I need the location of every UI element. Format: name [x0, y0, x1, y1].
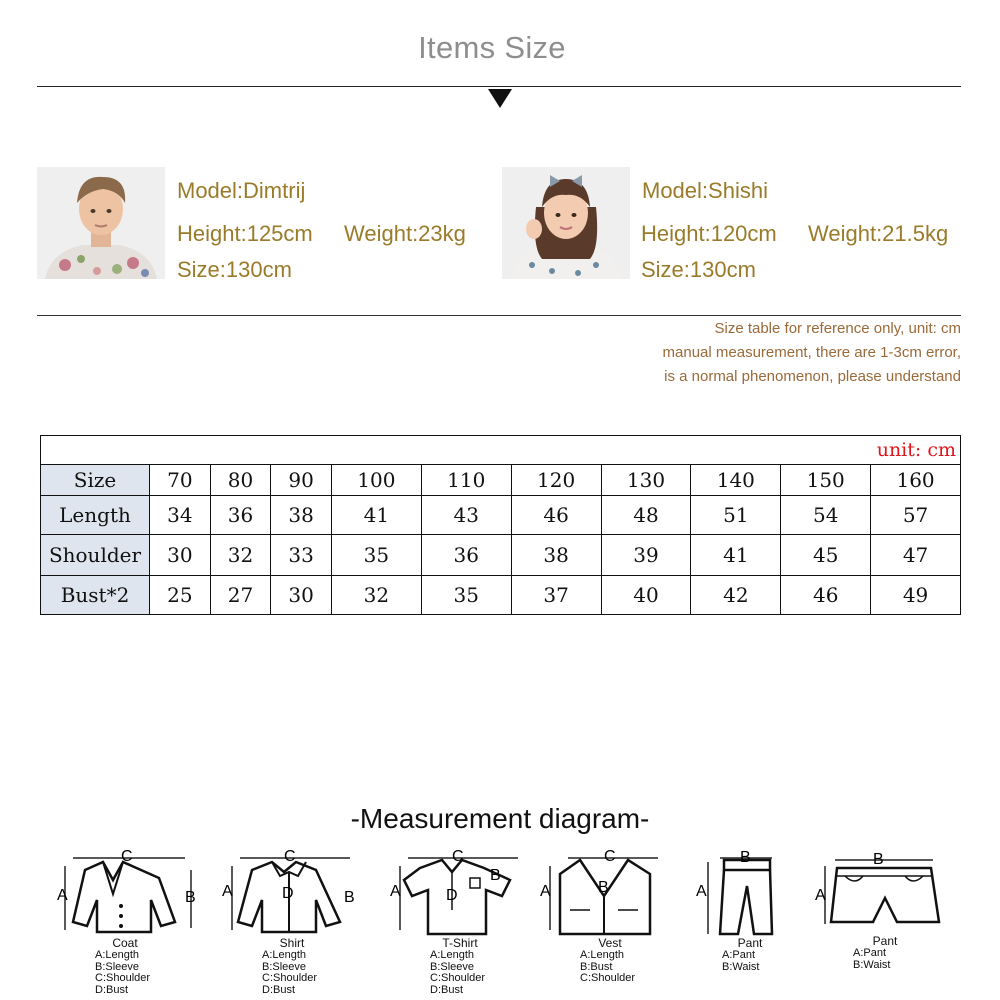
dimension-letter: B [185, 889, 196, 906]
table-cell: 32 [331, 576, 421, 615]
table-cell: 46 [781, 576, 871, 615]
garment-legend [853, 948, 891, 971]
triangle-down-icon [488, 89, 512, 108]
table-cell: 38 [511, 535, 601, 576]
legend-item: B:Waist [722, 960, 760, 973]
garment-name: T-Shirt [442, 936, 478, 950]
table-cell: 32 [210, 535, 271, 576]
unit-label: unit: cm [41, 436, 961, 465]
row-label: Length [41, 496, 150, 535]
model-height: Height:125cm [177, 221, 313, 246]
legend-item: C:Shoulder [580, 972, 636, 984]
garment-shorts [815, 850, 975, 1000]
row-label: Size [41, 465, 150, 496]
legend-item: A:Pant [853, 947, 887, 959]
legend-item: C:Shoulder [262, 972, 318, 984]
table-row-size [41, 465, 961, 496]
garment-shirt [222, 850, 382, 1000]
dimension-letter: D [282, 885, 294, 902]
model-height: Height:120cm [641, 221, 777, 246]
garment-coat [55, 850, 215, 1000]
row-label: Shoulder [41, 535, 150, 576]
dimension-letter: B [344, 889, 355, 906]
legend-item: A:Length [262, 949, 307, 961]
legend-item: B:Sleeve [430, 960, 475, 973]
table-cell: 51 [691, 496, 781, 535]
table-cell: 48 [601, 496, 691, 535]
legend-item: C:Shoulder [430, 972, 486, 984]
table-cell: 39 [601, 535, 691, 576]
garment-name: Shirt [279, 936, 305, 950]
legend-item: D:Bust [262, 983, 296, 996]
dimension-letter: D [446, 887, 458, 904]
diagram-title: -Measurement diagram- [350, 803, 650, 834]
garment-legend [95, 950, 150, 996]
table-cell: 57 [871, 496, 961, 535]
table-cell: 41 [691, 535, 781, 576]
legend-item: A:Pant [722, 949, 756, 961]
table-cell: 47 [871, 535, 961, 576]
shorts-icon [815, 850, 955, 940]
table-cell: 43 [421, 496, 511, 535]
model-weight: Weight:23kg [344, 221, 466, 246]
size-cell: 130 [601, 465, 691, 496]
table-cell: 46 [511, 496, 601, 535]
table-cell: 36 [421, 535, 511, 576]
size-cell: 70 [150, 465, 211, 496]
page-title: Items Size [418, 30, 566, 65]
table-cell: 34 [150, 496, 211, 535]
garment-name: Pant [872, 934, 898, 948]
garment-name: Pant [737, 936, 763, 950]
legend-item: C:Shoulder [95, 972, 151, 984]
table-cell: 35 [421, 576, 511, 615]
table-cell: 38 [271, 496, 332, 535]
row-label: Bust*2 [41, 576, 150, 615]
model-name: Model:Shishi [642, 178, 768, 203]
table-cell: 35 [331, 535, 421, 576]
size-cell: 90 [271, 465, 332, 496]
dimension-letter: C [284, 850, 296, 865]
garment-legend [430, 950, 485, 996]
table-cell: 33 [271, 535, 332, 576]
dimension-letter: B [598, 879, 609, 896]
model-weight: Weight:21.5kg [808, 221, 949, 246]
header-divider [37, 86, 961, 87]
table-row-shoulder [41, 535, 961, 576]
legend-item: B:Sleeve [262, 960, 307, 973]
table-cell: 45 [781, 535, 871, 576]
legend-item: B:Sleeve [95, 960, 140, 973]
vest-icon [540, 850, 690, 940]
dimension-letter: A [540, 883, 551, 900]
model-photo-boy [37, 167, 165, 279]
legend-item: B:Bust [580, 960, 613, 973]
size-cell: 80 [210, 465, 271, 496]
model-name: Model:Dimtrij [177, 178, 306, 203]
section-divider [37, 315, 961, 316]
garment-name: Vest [598, 936, 622, 950]
size-cell: 150 [781, 465, 871, 496]
legend-item: B:Waist [853, 958, 891, 971]
table-cell: 36 [210, 496, 271, 535]
legend-item: A:Length [95, 949, 140, 961]
table-cell: 25 [150, 576, 211, 615]
garment-name: Coat [112, 936, 138, 950]
garment-vest [540, 850, 700, 1000]
model-size: Size:130cm [641, 257, 756, 282]
dimension-letter: C [121, 850, 133, 865]
table-cell: 40 [601, 576, 691, 615]
dimension-letter: B [490, 867, 501, 884]
dimension-letter: B [873, 851, 884, 868]
dimension-letter: A [390, 883, 401, 900]
dimension-letter: C [604, 850, 616, 865]
legend-item: A:Length [430, 949, 475, 961]
table-cell: 41 [331, 496, 421, 535]
table-cell: 42 [691, 576, 781, 615]
dimension-letter: A [57, 887, 68, 904]
size-table [40, 435, 961, 615]
garment-legend [580, 950, 635, 985]
coat-icon [55, 850, 205, 940]
note-line: manual measurement, there are 1-3cm error, [662, 344, 961, 361]
pant-icon [690, 850, 800, 940]
garment-legend [262, 950, 317, 996]
garment-tshirt [390, 850, 550, 1000]
table-cell: 49 [871, 576, 961, 615]
legend-item: A:Length [580, 949, 625, 961]
model-size: Size:130cm [177, 257, 292, 282]
table-cell: 37 [511, 576, 601, 615]
note-line: is a normal phenomenon, please understand [664, 368, 961, 385]
size-cell: 140 [691, 465, 781, 496]
model-photo-girl [502, 167, 630, 279]
dimension-letter: C [452, 850, 464, 865]
legend-item: D:Bust [430, 983, 464, 996]
table-row-length [41, 496, 961, 535]
dimension-letter: A [696, 883, 707, 900]
table-cell: 30 [271, 576, 332, 615]
table-cell: 27 [210, 576, 271, 615]
size-cell: 100 [331, 465, 421, 496]
shirt-icon [222, 850, 372, 940]
garment-legend [722, 950, 760, 973]
table-row-bust [41, 576, 961, 615]
note-line: Size table for reference only, unit: cm [714, 320, 961, 337]
size-cell: 160 [871, 465, 961, 496]
table-cell: 30 [150, 535, 211, 576]
legend-item: D:Bust [95, 983, 129, 996]
size-cell: 120 [511, 465, 601, 496]
size-cell: 110 [421, 465, 511, 496]
dimension-letter: B [740, 850, 751, 866]
tshirt-icon [390, 850, 540, 940]
table-cell: 54 [781, 496, 871, 535]
dimension-letter: A [222, 883, 233, 900]
dimension-letter: A [815, 887, 826, 904]
